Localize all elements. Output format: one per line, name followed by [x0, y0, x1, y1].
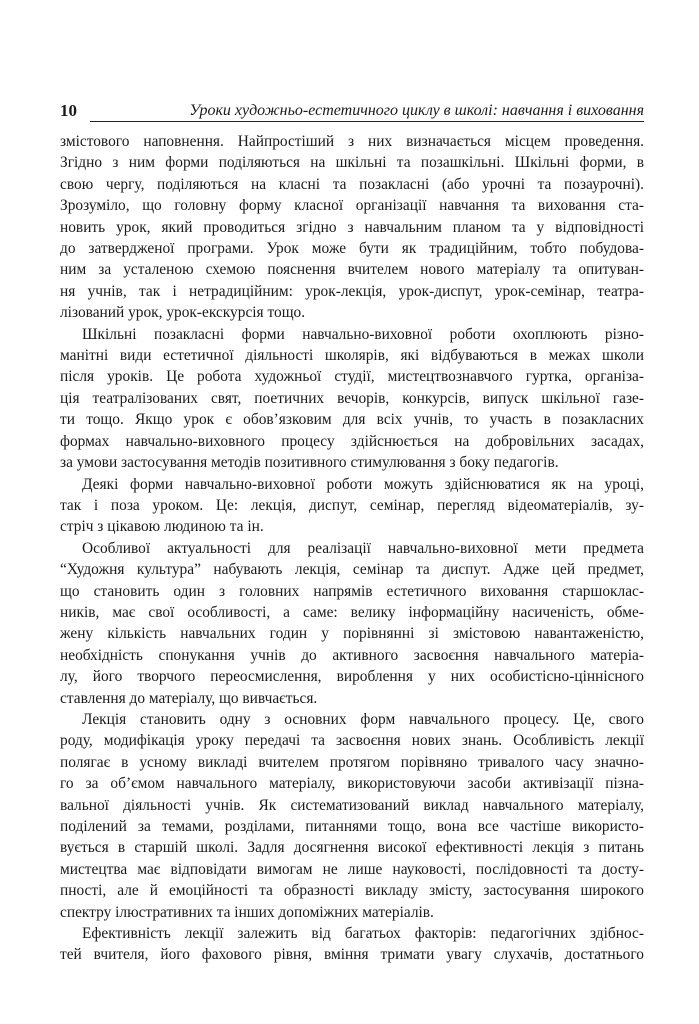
text-line: ставлення до матеріалу, що вивчається.: [60, 689, 318, 707]
text-line: лу, його творчого переосмислення, вироблення у них особистісно-ціннісного: [60, 668, 644, 686]
text-line: ня учнів, так і нетрадиційним: урок-лекція, урок-диспут, урок-семінар, театра-: [60, 282, 644, 300]
text-line: так і поза уроком. Це: лекція, диспут, семінар, перегляд відеоматеріалів, зу-: [60, 496, 644, 514]
text-line: полягає в усному викладі вчителем протягом порівняно тривалого часу значно-: [60, 753, 644, 771]
text-line: мистецтва має відповідати вимогам не лише науковості, послідовності та досту-: [60, 860, 644, 878]
text-line: лізований урок, урок-екскурсія тощо.: [60, 304, 306, 322]
paragraph: [60, 131, 644, 324]
text-line: новить урок, який проводиться згідно з навчальним планом та у відповідності: [60, 218, 644, 236]
text-line: Деякі форми навчально-виховної роботи можуть здійснюватися як на уроці,: [82, 475, 644, 493]
page-header: [60, 99, 644, 123]
text-line: свою чергу, поділяються на класні та позакласні (або урочні та позаурочні).: [60, 175, 644, 193]
text-line: го за об’ємом навчального матеріалу, використовуючи засоби активізації пізна-: [60, 775, 644, 793]
page-number: 10: [60, 101, 77, 120]
text-line: після уроків. Це робота художньої студії, мистецтвознавчого гуртка, організа-: [60, 368, 644, 386]
text-line: Особливої актуальності для реалізації навчально-виховної мети предмета: [82, 539, 644, 557]
text-line: що становить один з головних напрямів естетичного виховання старшоклас-: [60, 582, 644, 600]
text-line: до затвердженої програми. Урок може бути як традиційним, тобто побудова-: [60, 240, 644, 258]
paragraph: [60, 923, 644, 966]
paragraph: [60, 474, 644, 538]
text-line: пності, але й емоційності та образності викладу змісту, застосування широкого: [60, 882, 644, 900]
running-title: Уроки художньо-естетичного циклу в школі: навчання і виховання: [189, 102, 644, 119]
text-line: ним за усталеною схемою пояснення вчителем нового матеріалу та опитуван-: [60, 261, 644, 279]
text-line: тей вчителя, його фахового рівня, вміння тримати увагу слухачів, достатнього: [60, 946, 644, 964]
text-line: стріч з цікавою людиною та ін.: [60, 518, 264, 536]
text-line: вується в старшій школі. Задля досягнення високої ефективності лекція з питань: [60, 839, 644, 857]
text-line: роду, модифікація уроку передачі та засвоєння нових знань. Особливість лекції: [60, 732, 644, 750]
text-line: Шкільні позакласні форми навчально-виховної роботи охоплюють різно-: [82, 325, 644, 343]
text-line: вальної діяльності учнів. Як систематизований виклад навчального матеріалу,: [60, 796, 644, 814]
text-line: за умови застосування методів позитивного стимулювання з боку педагогів.: [60, 454, 559, 472]
text-line: Ефективність лекції залежить від багатьох факторів: педагогічних здібнос-: [82, 925, 644, 943]
text-line: поділений за темами, розділами, питаннями тощо, вона все частіше використо-: [60, 818, 644, 835]
text-line: формах навчально-виховного процесу здійснюється на добровільних засадах,: [60, 432, 644, 450]
text-line: необхідність спонукання учнів до активного засвоєння навчального матеріа-: [60, 646, 644, 664]
text-line: спектру ілюстративних та інших допоміжних матеріалів.: [60, 903, 434, 921]
paragraph: [60, 538, 644, 709]
body-text: [60, 131, 644, 966]
header-rule: [90, 121, 644, 122]
text-line: “Художня культура” набувають лекція, семінар та диспут. Адже цей предмет,: [60, 561, 644, 579]
text-line: жену кількість навчальних годин у порівнянні зі змістовою навантаженістю,: [60, 625, 644, 643]
text-line: Згідно з ним форми поділяються на шкільні та позашкільні. Шкільні форми, в: [60, 154, 644, 172]
paragraph: [60, 709, 644, 923]
text-line: ти тощо. Якщо урок є обов’язковим для всіх учнів, то участь в позакласних: [60, 411, 644, 429]
text-line: змістового наповнення. Найпростіший з них визначається місцем проведення.: [60, 133, 644, 150]
text-line: ція театралізованих свят, поетичних вечорів, конкурсів, випуск шкільної газе-: [60, 389, 644, 407]
text-line: Лекція становить одну з основних форм навчального процесу. Це, свого: [82, 710, 644, 728]
text-line: ників, має свої особливості, а саме: велику інформаційну насиченість, обме-: [60, 603, 644, 621]
text-line: манітні види естетичної діяльності школярів, які відбуваються в межах школи: [60, 347, 644, 365]
text-line: Зрозуміло, що головну форму класної організації навчання та виховання ста-: [60, 197, 644, 215]
paragraph: [60, 324, 644, 474]
